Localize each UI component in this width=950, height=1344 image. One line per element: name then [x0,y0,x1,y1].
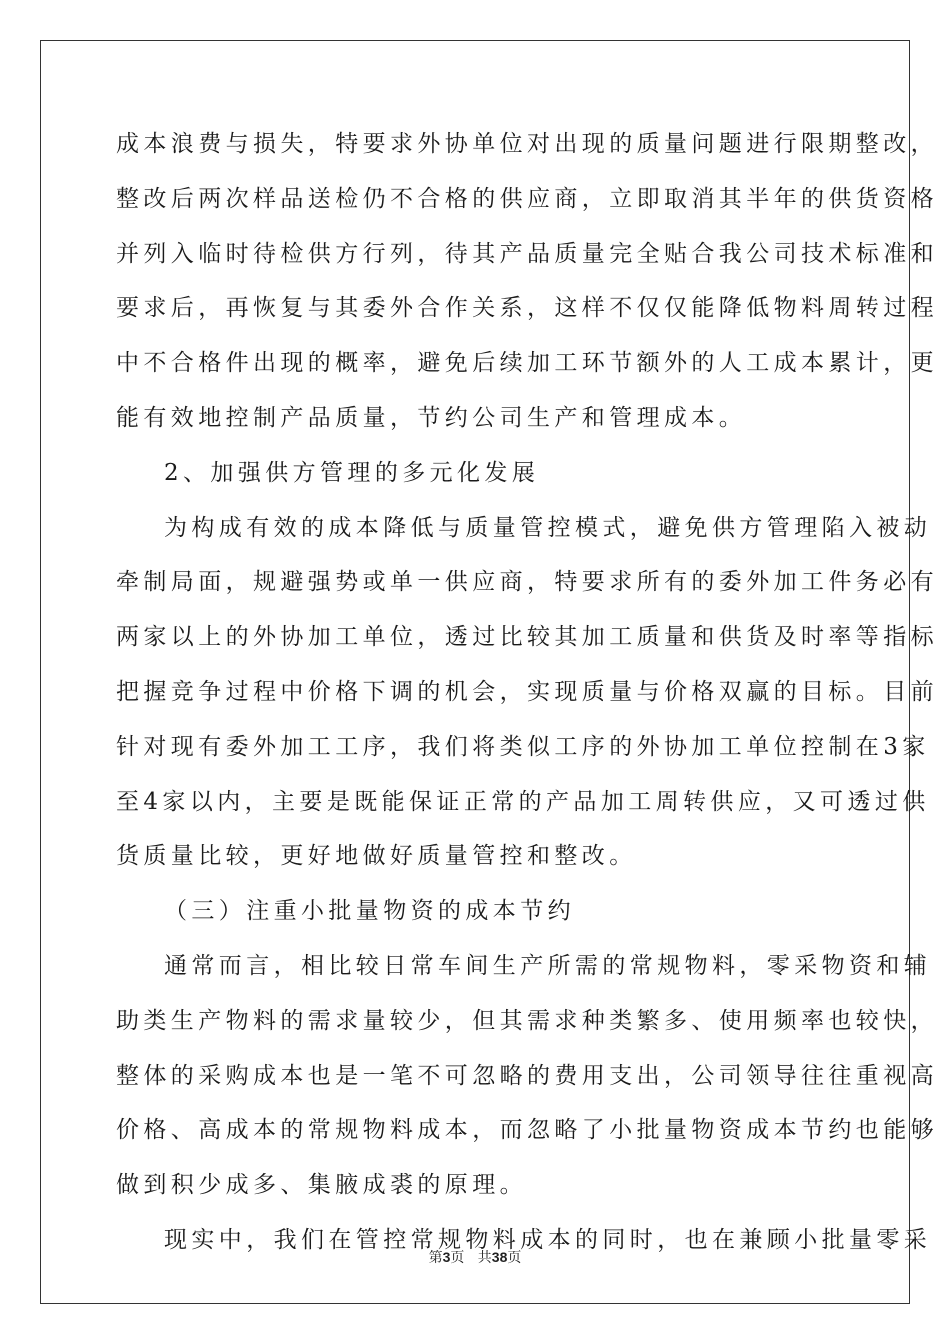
text-line: 并列入临时待检供方行列，待其产品质量完全贴合我公司技术标准和 [116,240,938,267]
footer-total-pages: 38 [491,1249,508,1265]
text-line: 牵制局面，规避强势或单一供应商，特要求所有的委外加工件务必有 [116,569,938,596]
text-line: 把握竞争过程中价格下调的机会，实现质量与价格双赢的目标。目前 [116,678,938,705]
text-line: 货质量比较，更好地做好质量管控和整改。 [116,843,637,870]
document-body [116,117,938,1268]
text-line: 价格、高成本的常规物料成本，而忽略了小批量物资成本节约也能够 [116,1117,938,1144]
page-footer [0,1247,950,1267]
footer-total-prefix: 共 [477,1250,492,1266]
text-line: 两家以上的外协加工单位，透过比较其加工质量和供货及时率等指标 [116,624,938,651]
text-line: 为构成有效的成本降低与质量管控模式，避免供方管理陷入被动 [164,514,932,541]
text-line: 中不合格件出现的概率，避免后续加工环节额外的人工成本累计，更 [116,350,938,377]
footer-total-suffix: 页 [507,1250,522,1266]
text-line: 通常而言，相比较日常车间生产所需的常规物料，零采物资和辅 [164,952,932,979]
text-line: 要求后，再恢复与其委外合作关系，这样不仅仅能降低物料周转过程 [116,295,938,322]
text-line: 整改后两次样品送检仍不合格的供应商，立即取消其半年的供货资格 [116,185,938,212]
footer-page-suffix: 页 [450,1250,465,1266]
footer-page-prefix: 第 [428,1250,443,1266]
footer-page-number: 3 [442,1249,451,1265]
text-line: 能有效地控制产品质量，节约公司生产和管理成本。 [116,404,747,431]
text-line: （三）注重小批量物资的成本节约 [164,898,575,925]
text-line: 2、加强供方管理的多元化发展 [164,459,540,486]
text-line: 助类生产物料的需求量较少，但其需求种类繁多、使用频率也较快， [116,1007,938,1034]
text-line: 整体的采购成本也是一笔不可忽略的费用支出，公司领导往往重视高 [116,1062,938,1089]
text-line: 做到积少成多、集腋成裘的原理。 [116,1172,527,1199]
text-line: 现实中，我们在管控常规物料成本的同时，也在兼顾小批量零采 [164,1226,932,1253]
text-line: 至4家以内，主要是既能保证正常的产品加工周转供应，又可透过供 [116,788,930,815]
text-line: 成本浪费与损失，特要求外协单位对出现的质量问题进行限期整改， [116,131,938,157]
text-line: 针对现有委外加工工序，我们将类似工序的外协加工单位控制在3家 [116,733,930,760]
